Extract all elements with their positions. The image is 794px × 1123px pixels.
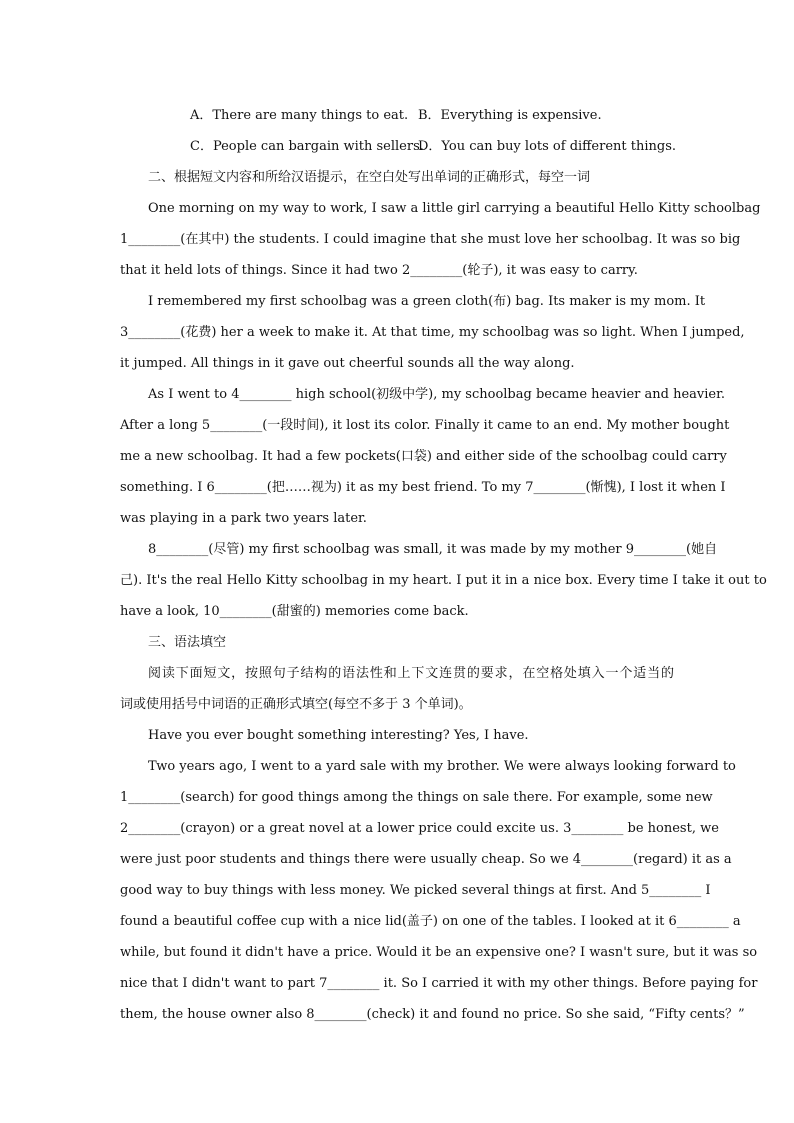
option-d[interactable]: D．You can buy lots of different things. — [418, 139, 676, 154]
section2-line: 3________(花费) her a week to make it. At that time, my schoolbag was so light. When I jumped, — [120, 325, 745, 340]
section3-line: found a beautiful coffee cup with a nice lid(盖子) on one of the tables. I looked at it 6________ a — [120, 914, 741, 929]
option-c[interactable]: C．People can bargain with sellers. — [190, 139, 424, 154]
section3-line: 2________(crayon) or a great novel at a lower price could excite us. 3________ be honest, we — [120, 821, 719, 836]
section2-line: I remembered my first schoolbag was a green cloth(布) bag. Its maker is my mom. It — [148, 294, 706, 309]
section2-line: was playing in a park two years later. — [120, 511, 367, 526]
section2-line: After a long 5________(一段时间), it lost its color. Finally it came to an end. My mother bought — [120, 418, 730, 433]
section2-heading: 二、根据短文内容和所给汉语提示，在空白处写出单词的正确形式，每空一词 — [148, 170, 591, 185]
section3-line: 阅读下面短文，按照句子结构的语法性和上下文连贯的要求，在空格处填入一个适当的 — [148, 666, 674, 681]
section3-line: were just poor students and things there were usually cheap. So we 4________(regard) it as a — [120, 852, 732, 867]
section3-line: nice that I didn't want to part 7________ it. So I carried it with my other things. Before paying for — [120, 976, 758, 991]
section2-line: it jumped. All things in it gave out cheerful sounds all the way along. — [120, 356, 575, 371]
section2-line: 8________(尽管) my first schoolbag was small, it was made by my mother 9________(她自 — [148, 542, 718, 557]
section3-line: 1________(search) for good things among the things on sale there. For example, some new — [120, 790, 713, 805]
section2-line: me a new schoolbag. It had a few pockets(口袋) and either side of the schoolbag could carry — [120, 449, 727, 464]
section2-line: 己). It's the real Hello Kitty schoolbag in my heart. I put it in a nice box. Every time I take it out to — [120, 573, 767, 588]
section3-line: them, the house owner also 8________(check) it and found no price. So she said, “Fifty cents？” — [120, 1007, 745, 1022]
option-a[interactable]: A．There are many things to eat. — [190, 108, 409, 123]
section3-line: Two years ago, I went to a yard sale with my brother. We were always looking forward to — [148, 759, 736, 774]
section2-line: something. I 6________(把……视为) it as my best friend. To my 7________(惭愧), I lost it when I — [120, 480, 726, 495]
section2-line: that it held lots of things. Since it had two 2________(轮子), it was easy to carry. — [120, 263, 638, 278]
options-row-2 — [120, 131, 674, 162]
section3-line: good way to buy things with less money. We picked several things at first. And 5________ I — [120, 883, 711, 898]
option-b[interactable]: B．Everything is expensive. — [418, 108, 602, 123]
section2-line: 1________(在其中) the students. I could imagine that she must love her schoolbag. It was so big — [120, 232, 741, 247]
section3-heading: 三、语法填空 — [148, 635, 227, 650]
options-row-1 — [120, 100, 674, 131]
section2-line: have a look, 10________(甜蜜的) memories come back. — [120, 604, 469, 619]
section3-line: Have you ever bought something interesting? Yes, I have. — [148, 728, 529, 743]
section2-line: As I went to 4________ high school(初级中学), my schoolbag became heavier and heavier. — [148, 387, 726, 402]
document-page — [120, 100, 767, 1030]
section2-line: One morning on my way to work, I saw a little girl carrying a beautiful Hello Kitty schoolbag — [148, 201, 761, 216]
section3-line: 词或使用括号中词语的正确形式填空(每空不多于 3 个单词)。 — [120, 697, 472, 712]
section3-line: while, but found it didn't have a price. Would it be an expensive one? I wasn't sure, but it was so — [120, 945, 758, 960]
